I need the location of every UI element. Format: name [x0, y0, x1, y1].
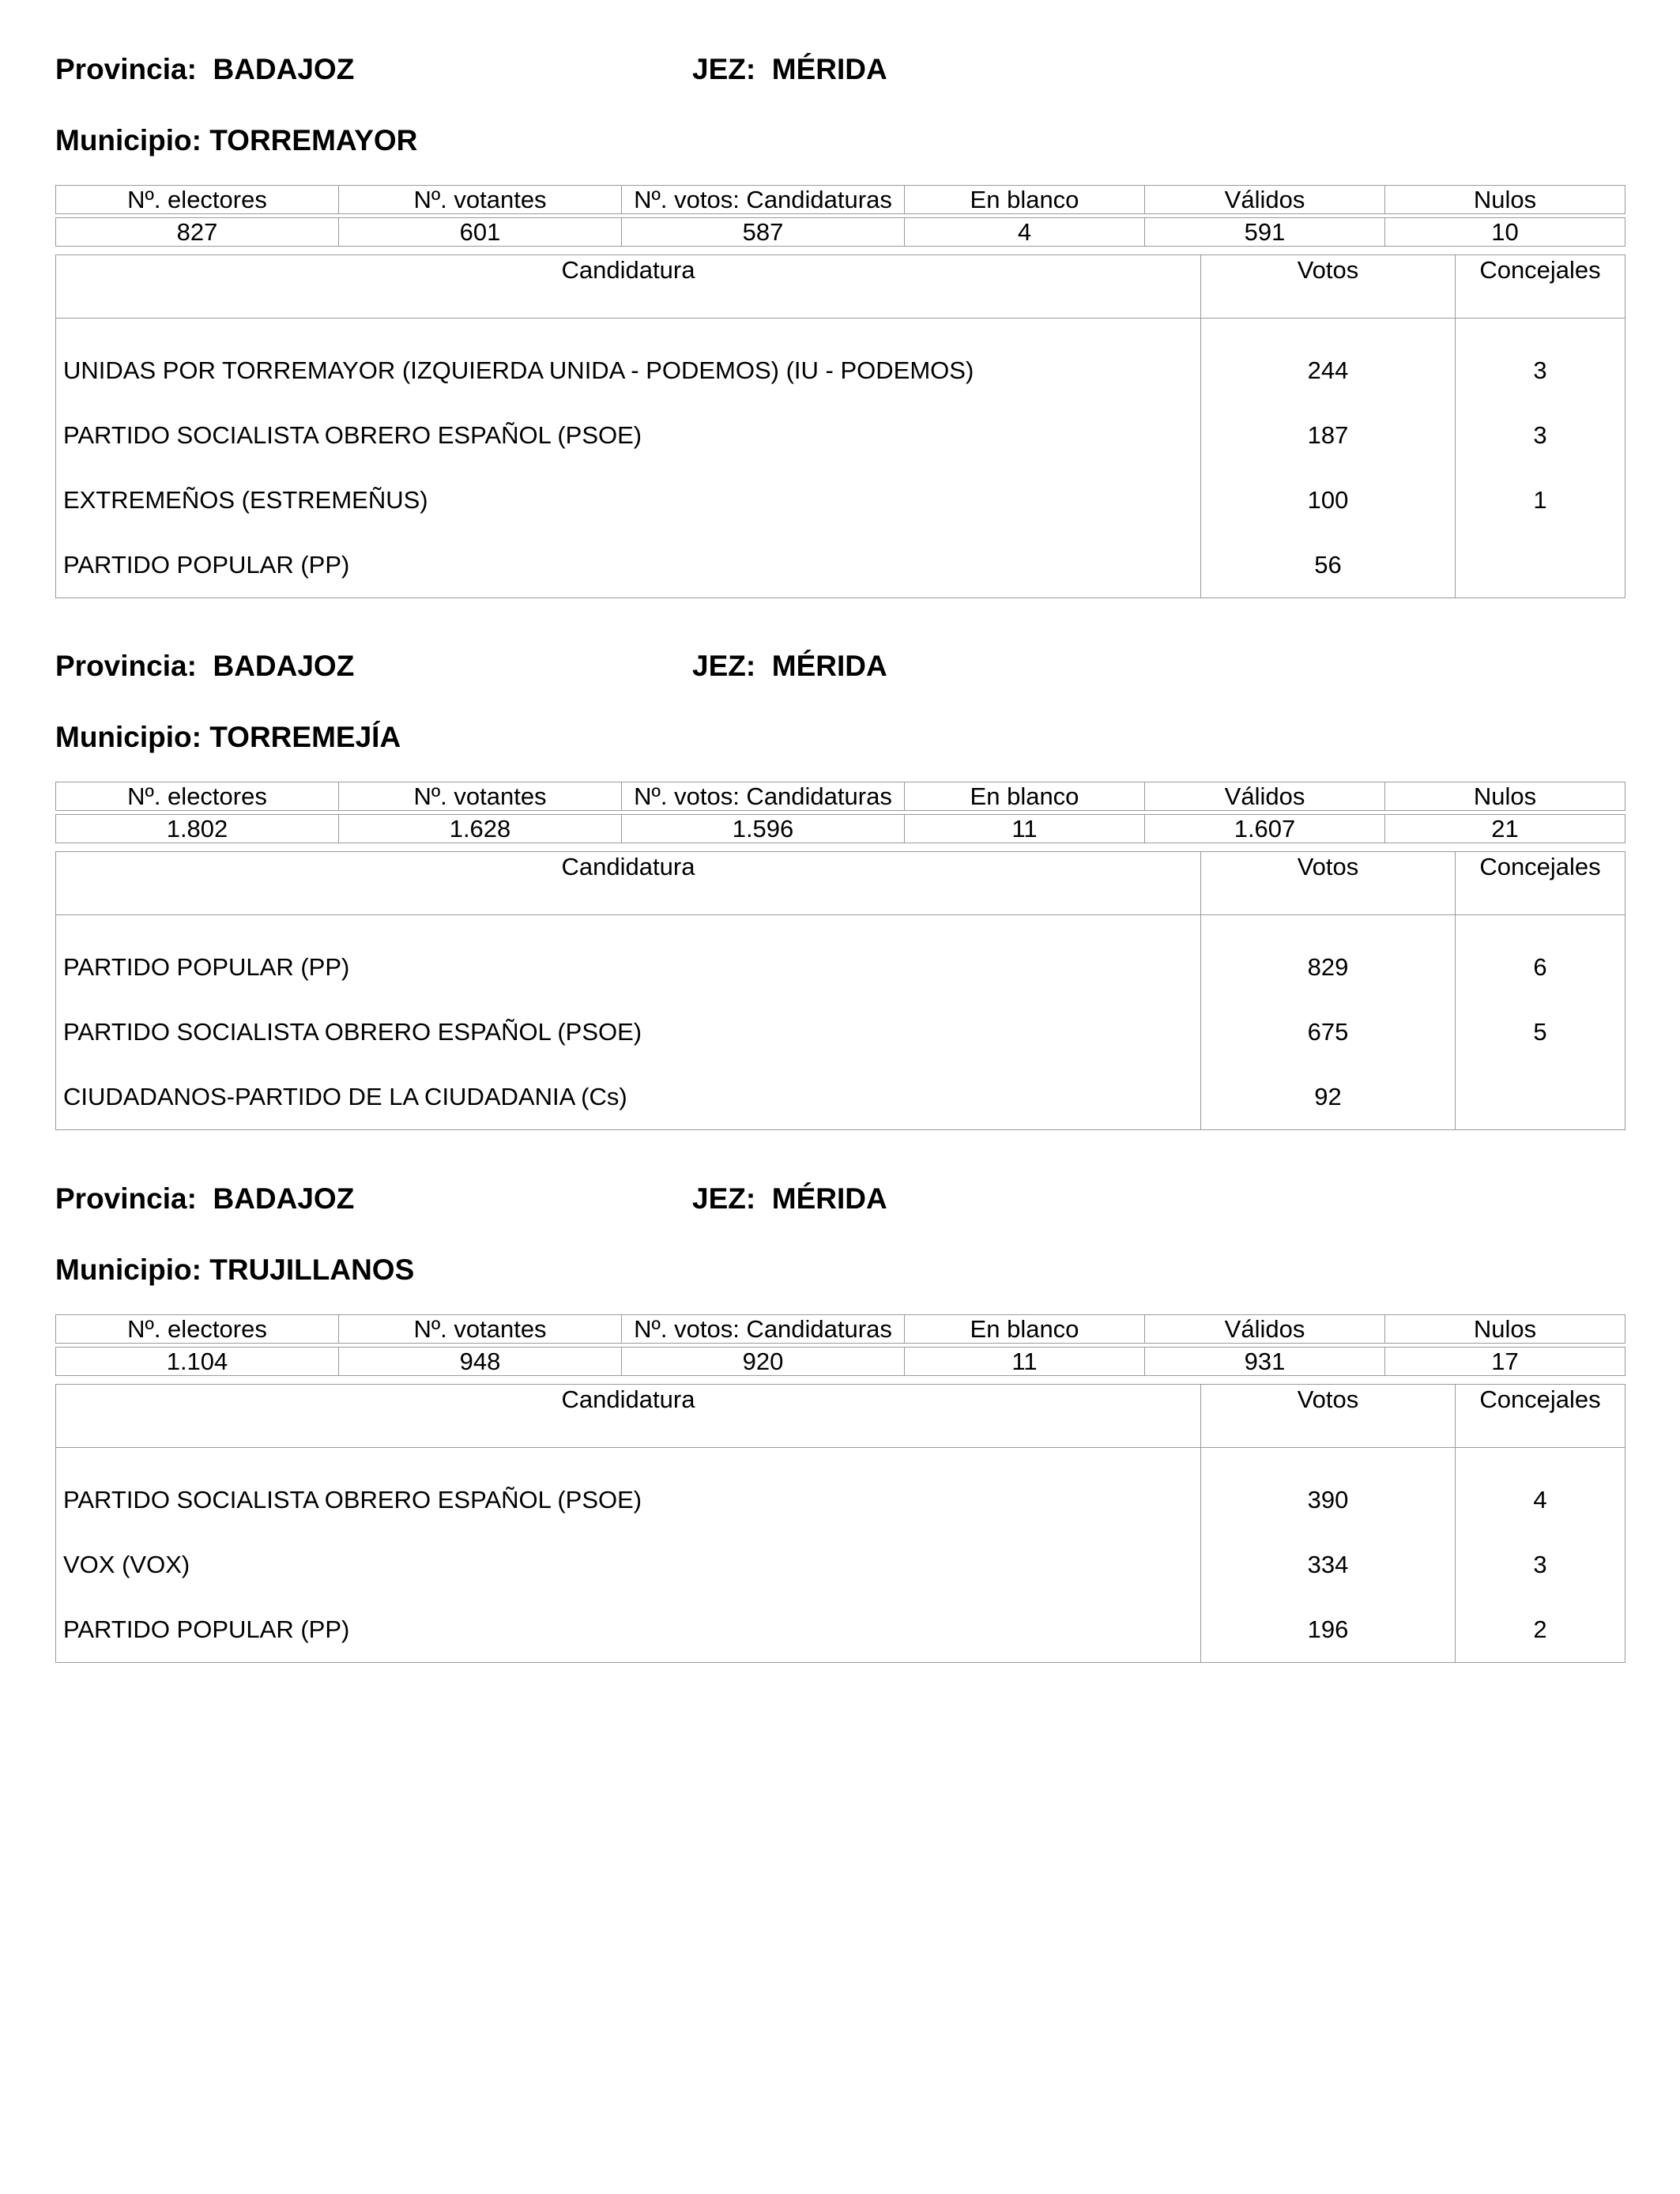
candidatura-name: PARTIDO POPULAR (PP): [56, 533, 1201, 598]
candidatura-concejales: 5: [1456, 1000, 1625, 1065]
stats-header: Nº. electores: [56, 186, 339, 214]
candidaturas-table: [55, 1384, 1625, 1663]
stats-value: 587: [622, 218, 905, 247]
stats-value: 931: [1145, 1348, 1385, 1376]
candidatura-row: [56, 915, 1625, 1001]
stats-header: Nº. electores: [56, 1315, 339, 1344]
stats-header: Nº. votantes: [339, 1315, 622, 1344]
candidaturas-header-row: [56, 852, 1625, 915]
stats-header: Nulos: [1385, 1315, 1625, 1344]
candidatura-concejales: 3: [1456, 1532, 1625, 1597]
stats-header: Nº. electores: [56, 782, 339, 811]
stats-header: Nº. votantes: [339, 186, 622, 214]
candidaturas-header-row: [56, 255, 1625, 319]
stats-header-row: [56, 186, 1625, 214]
candidatura-row: [56, 1000, 1625, 1065]
stats-value: 11: [905, 1348, 1145, 1376]
candidatura-votos: 187: [1201, 403, 1456, 468]
stats-table: [55, 1314, 1625, 1376]
provincia-heading: Provincia: BADAJOZ: [55, 1182, 355, 1215]
stats-header: Nº. votos: Candidaturas: [622, 186, 905, 214]
candidatura-row: [56, 533, 1625, 598]
candidatura-row: [56, 468, 1625, 533]
municipio-heading: Municipio: TORREMEJÍA: [55, 721, 401, 753]
candidatura-concejales: 6: [1456, 915, 1625, 1001]
candidatura-votos: 100: [1201, 468, 1456, 533]
stats-value: 601: [339, 218, 622, 247]
stats-value: 948: [339, 1348, 622, 1376]
stats-value: 827: [56, 218, 339, 247]
candidatura-votos: 675: [1201, 1000, 1456, 1065]
stats-value: 1.607: [1145, 815, 1385, 843]
candidatura-name: PARTIDO SOCIALISTA OBRERO ESPAÑOL (PSOE): [56, 403, 1201, 468]
stats-header: En blanco: [905, 186, 1145, 214]
stats-header-row: [56, 1315, 1625, 1344]
provincia-heading: Provincia: BADAJOZ: [55, 650, 355, 682]
candidatura-header: Candidatura: [56, 1385, 1201, 1448]
concejales-header: Concejales: [1456, 1385, 1625, 1448]
stats-value: 1.802: [56, 815, 339, 843]
votos-header: Votos: [1201, 852, 1456, 915]
jez-heading: JEZ: MÉRIDA: [692, 1182, 887, 1215]
stats-value: 11: [905, 815, 1145, 843]
stats-header: Nº. votos: Candidaturas: [622, 782, 905, 811]
stats-value: 1.628: [339, 815, 622, 843]
stats-header: Nº. votos: Candidaturas: [622, 1315, 905, 1344]
candidaturas-header-row: [56, 1385, 1625, 1448]
candidatura-name: PARTIDO SOCIALISTA OBRERO ESPAÑOL (PSOE): [56, 1000, 1201, 1065]
candidatura-votos: 196: [1201, 1597, 1456, 1663]
candidatura-row: [56, 1597, 1625, 1663]
candidatura-row: [56, 319, 1625, 404]
stats-value: 21: [1385, 815, 1625, 843]
stats-header: Nulos: [1385, 782, 1625, 811]
votos-header: Votos: [1201, 255, 1456, 319]
votos-header: Votos: [1201, 1385, 1456, 1448]
stats-header: Nulos: [1385, 186, 1625, 214]
candidatura-row: [56, 403, 1625, 468]
stats-value: 1.104: [56, 1348, 339, 1376]
stats-value-row: [56, 1348, 1625, 1376]
stats-value: 10: [1385, 218, 1625, 247]
candidatura-name: EXTREMEÑOS (ESTREMEÑUS): [56, 468, 1201, 533]
candidatura-name: UNIDAS POR TORREMAYOR (IZQUIERDA UNIDA - PODEMOS) (IU - PODEMOS): [56, 319, 1201, 404]
concejales-header: Concejales: [1456, 255, 1625, 319]
stats-header: Válidos: [1145, 186, 1385, 214]
candidatura-concejales: [1456, 1065, 1625, 1130]
candidaturas-table: [55, 851, 1625, 1130]
stats-value: 920: [622, 1348, 905, 1376]
municipio-heading: Municipio: TORREMAYOR: [55, 124, 418, 156]
candidatura-concejales: 2: [1456, 1597, 1625, 1663]
stats-header: En blanco: [905, 782, 1145, 811]
candidatura-votos: 244: [1201, 319, 1456, 404]
candidatura-name: PARTIDO SOCIALISTA OBRERO ESPAÑOL (PSOE): [56, 1448, 1201, 1533]
candidatura-votos: 390: [1201, 1448, 1456, 1533]
stats-header: Válidos: [1145, 782, 1385, 811]
municipio-heading: Municipio: TRUJILLANOS: [55, 1253, 415, 1286]
candidatura-row: [56, 1532, 1625, 1597]
stats-header: Válidos: [1145, 1315, 1385, 1344]
candidatura-concejales: [1456, 533, 1625, 598]
stats-value: 591: [1145, 218, 1385, 247]
candidatura-votos: 92: [1201, 1065, 1456, 1130]
candidatura-concejales: 3: [1456, 403, 1625, 468]
candidatura-row: [56, 1448, 1625, 1533]
stats-value-row: [56, 815, 1625, 843]
candidaturas-table: [55, 254, 1625, 598]
candidatura-header: Candidatura: [56, 255, 1201, 319]
stats-table: [55, 782, 1625, 843]
stats-value: 4: [905, 218, 1145, 247]
jez-heading: JEZ: MÉRIDA: [692, 53, 887, 85]
stats-value: 1.596: [622, 815, 905, 843]
candidatura-header: Candidatura: [56, 852, 1201, 915]
candidatura-name: VOX (VOX): [56, 1532, 1201, 1597]
stats-header: Nº. votantes: [339, 782, 622, 811]
candidatura-concejales: 1: [1456, 468, 1625, 533]
candidatura-concejales: 3: [1456, 319, 1625, 404]
candidatura-name: CIUDADANOS-PARTIDO DE LA CIUDADANIA (Cs): [56, 1065, 1201, 1130]
candidatura-concejales: 4: [1456, 1448, 1625, 1533]
provincia-heading: Provincia: BADAJOZ: [55, 53, 355, 85]
stats-header-row: [56, 782, 1625, 811]
stats-value: 17: [1385, 1348, 1625, 1376]
concejales-header: Concejales: [1456, 852, 1625, 915]
candidatura-row: [56, 1065, 1625, 1130]
jez-heading: JEZ: MÉRIDA: [692, 650, 887, 682]
stats-value-row: [56, 218, 1625, 247]
stats-header: En blanco: [905, 1315, 1145, 1344]
stats-table: [55, 185, 1625, 247]
candidatura-votos: 829: [1201, 915, 1456, 1001]
candidatura-votos: 56: [1201, 533, 1456, 598]
candidatura-name: PARTIDO POPULAR (PP): [56, 1597, 1201, 1663]
candidatura-name: PARTIDO POPULAR (PP): [56, 915, 1201, 1001]
candidatura-votos: 334: [1201, 1532, 1456, 1597]
